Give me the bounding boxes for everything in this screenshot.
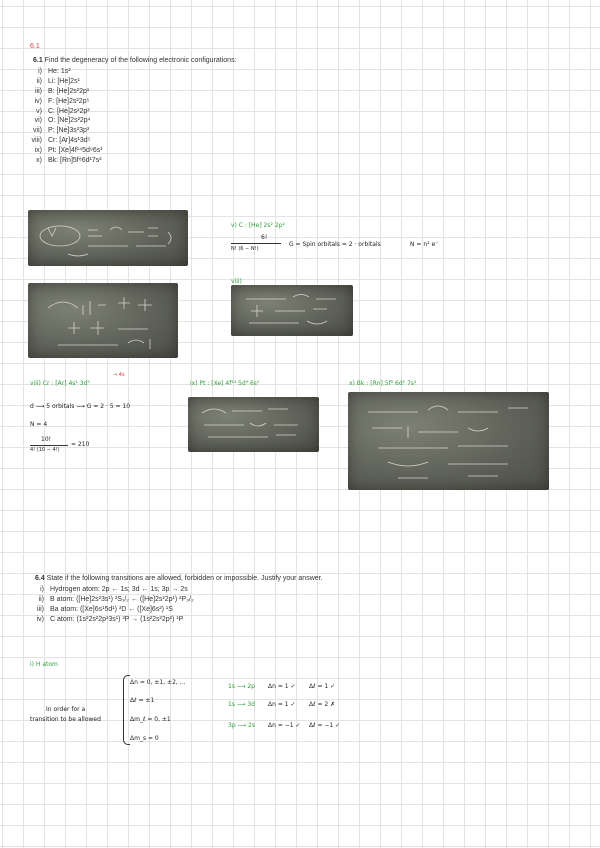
rule-item: Δm_ℓ = 0, ±1: [130, 716, 171, 723]
question-6-1-list: [26, 67, 103, 166]
list-item: ii) Li: [He]2s¹: [36, 77, 80, 85]
note-viii-heading: viii) Cr : [Ar] 4s¹ 3d⁵: [30, 380, 90, 387]
delta-n-check: Δn = 1 ✓: [268, 683, 296, 690]
delta-l-check: Δℓ = 2 ✗: [309, 701, 336, 708]
note-v-heading: v) C : [He] 2s² 2p²: [231, 222, 285, 229]
delta-n-check: Δn = −1 ✓: [268, 722, 301, 729]
list-item: i) Hydrogen atom: 2p ← 1s; 3d ← 1s; 3p → 2s: [40, 586, 188, 593]
list-item: vi) O: [Ne]2s²2p⁴: [34, 117, 91, 125]
section-label: 6.1: [30, 43, 40, 50]
note-h-heading: i) H atom: [30, 661, 58, 668]
note-viii-frac-num: 10!: [41, 436, 52, 443]
chalkboard-photo[interactable]: [348, 392, 549, 490]
note-v-frac-num: 6!: [261, 234, 268, 241]
note-x-heading: x) Bk : [Rn] 5f⁸ 6d¹ 7s²: [349, 380, 417, 387]
note-viii-label: viii): [231, 278, 242, 285]
list-item: x) Bk: [Rn]5f⁸6d¹7s²: [36, 157, 102, 165]
note-viii-result: = 210: [71, 441, 90, 448]
question-number: 6.1: [33, 57, 43, 64]
list-item: vii) P: [Ne]3s²3p³: [33, 127, 90, 135]
note-v-g: G = Spin orbitals = 2 · orbitals: [289, 241, 381, 248]
question-6-4-title: [35, 575, 323, 582]
delta-l-check: Δℓ = 1 ✓: [309, 683, 336, 690]
list-item: iv) C atom: (1s²2s²2p¹3s¹) ³P → (1s²2s²2p²) ¹P: [36, 615, 184, 623]
note-viii-annotation: → 4s: [113, 372, 125, 378]
question-6-4-list: [28, 585, 194, 625]
chalkboard-photo[interactable]: [28, 210, 188, 266]
list-item: iii) Ba atom: ([Xe]6s¹5d¹) ³D ← ([Xe]6s²) ¹S: [37, 605, 173, 613]
chalkboard-photo[interactable]: [28, 283, 178, 358]
question-text: Find the degeneracy of the following electronic configurations:: [42, 57, 237, 64]
transition-label: 1s ⟶ 2p: [228, 683, 255, 690]
note-viii-frac-den: 4! (10 − 4!): [30, 447, 60, 453]
rule-item: Δn = 0, ±1, ±2, ...: [130, 679, 186, 686]
note-h-left1: In order for a: [46, 706, 86, 713]
rules-brace: [123, 675, 130, 745]
chalk-writing: [188, 397, 319, 452]
note-viii-n: N = 4: [30, 421, 48, 428]
note-h-left2: transition to be allowed: [30, 716, 101, 723]
note-viii-d: d ⟶ 5 orbitals ⟶ G = 2 · 5 = 10: [30, 403, 131, 410]
delta-l-check: Δℓ = −1 ✓: [309, 722, 341, 729]
chalk-writing: [348, 392, 549, 490]
note-v-frac-den: N! (6 − N!): [231, 246, 259, 252]
list-item: iv) F: [He]2s²2p⁵: [34, 97, 90, 105]
chalk-writing: [28, 283, 178, 358]
chalkboard-photo[interactable]: [231, 285, 353, 336]
question-number: 6.4: [35, 575, 45, 582]
fraction-bar: [30, 445, 68, 446]
note-v-n: N = n² e⁻: [410, 241, 439, 248]
chalk-writing: [231, 285, 353, 336]
chalkboard-photo[interactable]: [188, 397, 319, 452]
question-text: State if the following transitions are allowed, forbidden or impossible. Justify your answer.: [44, 575, 323, 582]
question-6-1-title: [33, 57, 237, 64]
list-item: ix) Pt: [Xe]4f¹⁴5d⁹6s¹: [34, 147, 103, 155]
list-item: i) He: 1s²: [38, 68, 71, 75]
transition-label: 1s ⟶ 3d: [228, 701, 255, 708]
note-ix-heading: ix) Pt : [Xe] 4f¹⁴ 5d⁹ 6s¹: [190, 380, 260, 387]
transition-label: 3p ⟶ 2s: [228, 722, 255, 729]
list-item: viii) Cr: [Ar]4s¹3d⁵: [31, 137, 91, 145]
rule-item: Δm_s = 0: [130, 735, 159, 742]
list-item: iii) B: [He]2s²2p¹: [35, 87, 90, 95]
rule-item: Δℓ = ±1: [130, 697, 155, 704]
list-item: ii) B atom: ([He]2s²3s¹) ²S₁/₂ ← ([He]2s²2p¹) ²P₃/₂: [38, 595, 194, 603]
list-item: v) C: [He]2s²2p²: [36, 107, 90, 115]
fraction-bar: [231, 243, 281, 244]
chalk-writing: [28, 210, 188, 266]
delta-n-check: Δn = 1 ✓: [268, 701, 296, 708]
